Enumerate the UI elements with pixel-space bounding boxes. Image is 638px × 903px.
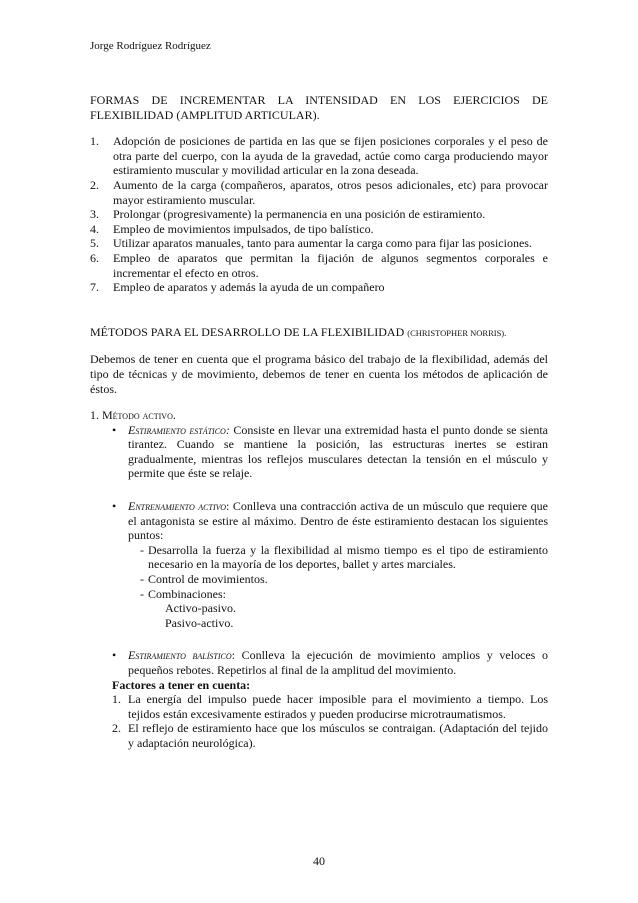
section2-intro: Debemos de tener en cuenta que el programa básico del trabajo de la flexibilidad, además del tipo de técnicas y de movimiento, debemos de tener en cuenta los métodos de aplicación de éstos.: [90, 352, 548, 396]
list-item: 4. Empleo de movimientos impulsados, de tipo balístico.: [90, 221, 374, 236]
dash-item: - Desarrolla la fuerza y la flexibilidad al mismo tiempo es el tipo de estiramiento necesario en la mayoría de los deportes, ballet y artes marciales.: [140, 542, 548, 572]
bullet-icon: •: [112, 648, 117, 663]
bullet-static-stretch: • Estiramiento estático: Consiste en llevar una extremidad hasta el punto donde se sienta tirantez. Cuando se mantiene la posición, las estructuras inertes se estiran gradualmente, mientras los reflejos musculares detectan la tensión en el músculo y permite que éste se relaje.: [112, 422, 549, 481]
combination-item: Pasivo-activo.: [165, 615, 234, 630]
factor-item: 1. La energía del impulso puede hacer imposible para el movimiento a tiempo. Los tejidos están excesivamente estirados y pueden producirse microtraumatismos.: [112, 692, 548, 721]
list-item: 3. Prolongar (progresivamente) la permanencia en una posición de estiramiento.: [90, 207, 486, 222]
list-item: 7. Empleo de aparatos y además la ayuda de un compañero: [90, 280, 385, 295]
list-item: 5. Utilizar aparatos manuales, tanto para aumentar la carga como para fijar las posiciones.: [90, 236, 532, 251]
section1-title: [90, 93, 548, 122]
factor-item: 2. El reflejo de estiramiento hace que los músculos se contraigan. (Adaptación del tejido y adaptación neurológica).: [112, 721, 548, 750]
page-body: [90, 93, 548, 751]
dash-icon: -: [140, 572, 144, 587]
list-item: 6. Empleo de aparatos que permitan la fijación de algunos segmentos corporales e incrementar el efecto en otros.: [90, 250, 548, 280]
section1-title-line2: FLEXIBILIDAD (AMPLITUD ARTICULAR).: [90, 107, 320, 122]
method-heading: 1. Método activo.: [90, 408, 176, 423]
running-header: Jorge Rodríguez Rodríguez: [90, 40, 211, 52]
dash-icon: -: [140, 542, 144, 557]
list-item: 2. Aumento de la carga (compañeros, aparatos, otros pesos adicionales, etc) para provocar mayor estiramiento muscular.: [90, 177, 548, 207]
factors-title: Factores a tener en cuenta:: [112, 677, 251, 692]
list-item: 1. Adopción de posiciones de partida en las que se fijen posiciones corporales y el peso de otra parte del cuerpo, con la ayuda de la gravedad, actúe como carga produciendo mayor estiramiento muscular y movilidad articular en la zona deseada.: [90, 134, 548, 178]
page-number: 40: [313, 854, 325, 868]
bullet-icon: •: [112, 499, 117, 514]
dash-item: - Control de movimientos.: [140, 572, 268, 587]
bullet-active-training: • Entrenamiento activo: Conlleva una contracción activa de un músculo que requiere que el antagonista se estire al máximo. Dentro de éste estiramiento destacan los siguientes puntos:: [112, 499, 548, 543]
section2-title-reference: (CHRISTOPHER NORRIS).: [407, 327, 507, 338]
bullet-ballistic-stretch: • Estiramiento balístico: Conlleva la ejecución de movimiento amplios y veloces o pequeños rebotes. Repetirlos al final de la amplitud del movimiento.: [112, 648, 548, 677]
bullet-icon: •: [112, 422, 117, 437]
section2-title: MÉTODOS PARA EL DESARROLLO DE LA FLEXIBILIDAD (CHRISTOPHER NORRIS).: [90, 324, 507, 339]
combination-item: Activo-pasivo.: [165, 601, 236, 616]
intensity-list: [90, 134, 548, 295]
section1-title-line1: FORMAS DE INCREMENTAR LA INTENSIDAD EN LOS EJERCICIOS DE: [90, 93, 548, 107]
dash-item: - Combinaciones:: [140, 586, 226, 601]
dash-icon: -: [140, 586, 144, 601]
